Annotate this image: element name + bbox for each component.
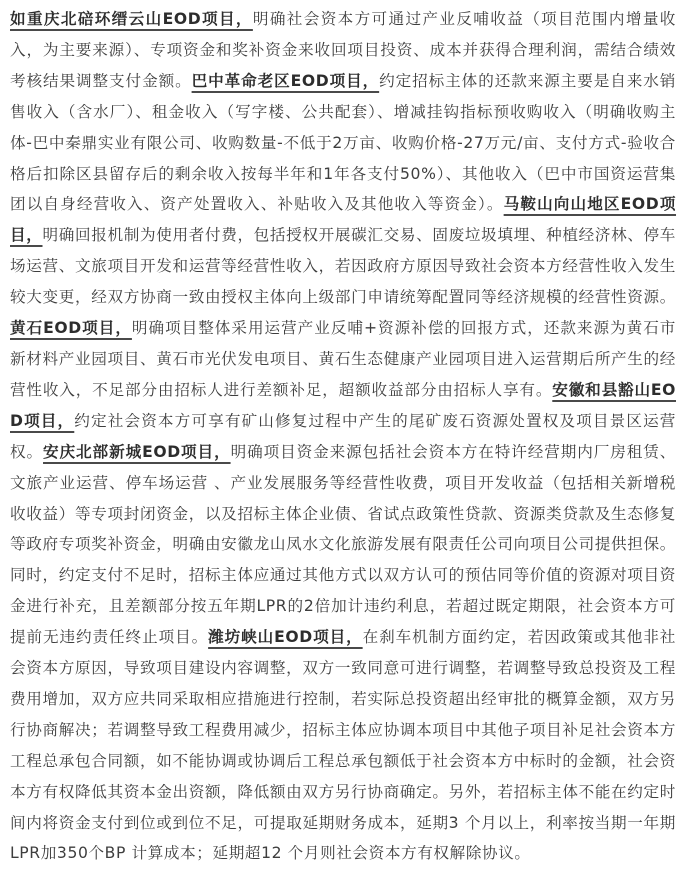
project-name-heading: 安庆北部新城EOD项目， <box>43 442 231 461</box>
project-name-heading: 安徽和县豁山EOD项目， <box>10 380 676 430</box>
paragraph <box>10 4 676 869</box>
body-text: 明确回报机制为使用者付费，包括授权开展碳汇交易、固废垃圾填埋、种植经济林、停车场运营、文旅项目开发和运营等经营性收入，若因政府方原因导致社会资本方经营性收入发生较大变更，经双方协商一致由授权主体向上级部门申请统筹配置同等经济规模的经营性资源。 <box>10 226 677 307</box>
body-text: 约定招标主体的还款来源主要是自来水销售收入（含水厂）、租金收入（写字楼、公共配套）、增减挂钩指标预收购收入（明确收购主体-巴中秦鼎实业有限公司、收购数量-不低于2万亩、收购价格-27万元/亩、支付方式-验收合格后扣除区县留存后的剩余收入按每半年和1年各支付50%）、其他收入（巴中市国资运营集团以自身经营收入、资产处置收入、补贴收入及其他收入等资金）。 <box>10 71 676 214</box>
body-text: 明确项目整体采用运营产业反哺+资源补偿的回报方式，还款来源为黄石市新材料产业园项目、黄石市光伏发电项目、黄石生态健康产业园项目进入运营期后所产生的经营性收入，不足部分由招标人进行差额补足，超额收益部分由招标人享有。 <box>10 319 676 399</box>
project-name-heading: 马鞍山向山地区EOD项目， <box>10 195 677 245</box>
project-name-heading: 巴中革命老区EOD项目， <box>191 71 380 90</box>
project-name-heading: 黄石EOD项目， <box>10 319 132 338</box>
project-name-heading: 潍坊峡山EOD项目， <box>208 628 363 647</box>
body-text: 约定社会资本方可享有矿山修复过程中产生的尾矿废石资源处置权及项目景区运营权。 <box>10 411 676 461</box>
body-text: 在刹车机制方面约定，若因政策或其他非社会资本方原因，导致项目建设内容调整，双方一致同意可进行调整，若调整导致总投资及工程费用增加，双方应共同采取相应措施进行控制，若实际总投资超出经审批的概算金额，双方另行协商解决；若调整导致工程费用减少，招标主体应协调本项目中其他子项目补足社会资本方工程总承包合同额，如不能协调或协调后工程总承包额低于社会资本方中标时的金额，社会资本方有权降低其资本金出资额，降低额由双方另行协商确定。另外，若招标主体不能在约定时间内将资金支付到位或到位不足，可提取延期财务成本，延期3 个月以上，利率按当期一年期LPR加350个BP 计算成本；延期超12 个月则社会资本方有权解除协议。 <box>10 628 676 863</box>
body-text: 明确项目资金来源包括社会资本方在特许经营期内厂房租赁、文旅产业运营、停车场运营 、产业发展服务等经营性收费，项目开发收益（包括相关新增税收收益）等专项封闭资金，以及招标主体企业债、省试点政策性贷款、资源类贷款及生态修复等政府专项奖补资金，明确由安徽龙山凤水文化旅游发展有限责任公司向项目公司提供担保。同时，约定支付不足时，招标主体应通过其他方式以双方认可的预估同等价值的资源对项目资金进行补充，且差额部分按五年期LPR的2倍加计违约利息，若超过既定期限，社会资本方可提前无违约责任终止项目。 <box>10 442 676 647</box>
project-name-heading: 如重庆北碚环缙云山EOD项目， <box>10 10 253 28</box>
body-text: 明确社会资本方可通过产业反哺收益（项目范围内增量收入，为主要来源）、专项资金和奖补资金来收回项目投资、成本并获得合理利润，需结合绩效考核结果调整支付金额。 <box>10 10 676 90</box>
